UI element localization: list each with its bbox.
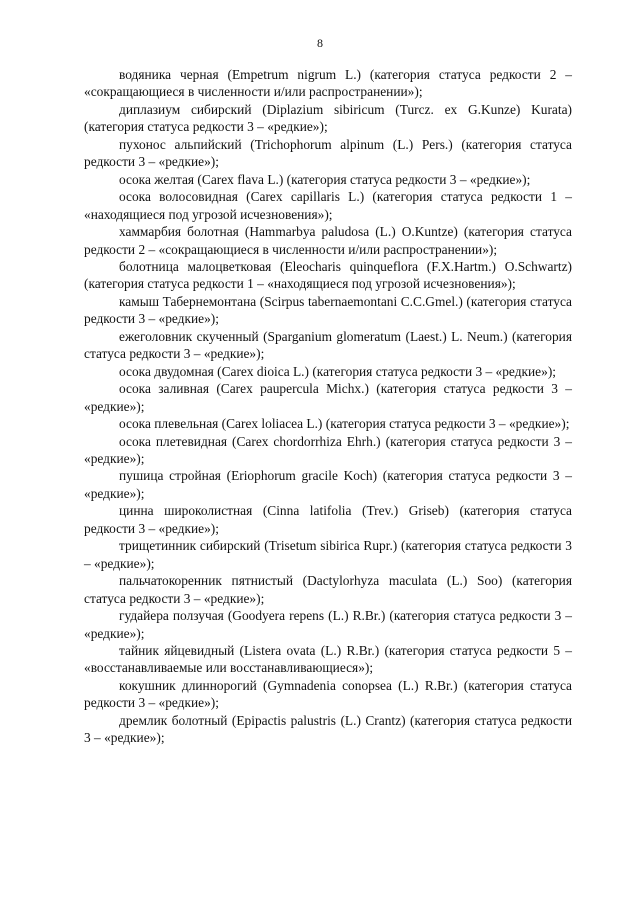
- list-item: осока двудомная (Carex dioica L.) (категория статуса редкости 3 – «редкие»);: [119, 363, 556, 379]
- list-item: хаммарбия болотная (Hammarbya paludosa (L.) O.Kuntze) (категория статуса редкости 2 – «сокращающиеся в численности и/или распространении»);: [84, 224, 572, 257]
- list-item: пальчатокоренник пятнистый (Dactylorhyza maculata (L.) Soo) (категория статуса редкости 3 – «редкие»);: [84, 573, 572, 606]
- list-item: камыш Табернемонтана (Scirpus tabernaemontani C.C.Gmel.) (категория статуса редкости 3 – «редкие»);: [84, 293, 572, 327]
- list-item: гудайера ползучая (Goodyera repens (L.) R.Br.) (категория статуса редкости 3 – «редкие»);: [84, 608, 572, 641]
- species-list: [84, 66, 572, 747]
- list-item: осока плетевидная (Carex chordorrhiza Ehrh.) (категория статуса редкости 3 – «редкие»);: [84, 433, 572, 466]
- list-item: трищетинник сибирский (Trisetum sibirica Rupr.) (категория статуса редкости 3 – «редкие»);: [84, 538, 572, 571]
- list-item: дремлик болотный (Epipactis palustris (L.) Crantz) (категория статуса редкости 3 – «редкие»);: [84, 712, 572, 746]
- list-item: диплазиум сибирский (Diplazium sibiricum (Turcz. ex G.Kunze) Kurata) (категория статуса редкости 3 – «редкие»);: [84, 101, 572, 135]
- list-item: осока заливная (Carex paupercula Michx.) (категория статуса редкости 3 – «редкие»);: [84, 381, 572, 414]
- list-item: пушица стройная (Eriophorum gracile Koch) (категория статуса редкости 3 – «редкие»);: [84, 468, 572, 501]
- list-item: кокушник длиннорогий (Gymnadenia conopsea (L.) R.Br.) (категория статуса редкости 3 – «редкие»);: [84, 677, 572, 711]
- list-item: водяника черная (Empetrum nigrum L.) (категория статуса редкости 2 – «сокращающиеся в численности и/или распространении»);: [84, 67, 572, 100]
- page-number: 8: [317, 36, 323, 50]
- list-item: тайник яйцевидный (Listera ovata (L.) R.Br.) (категория статуса редкости 5 – «восстанавливаемые или восстанавливающиеся»);: [84, 642, 572, 676]
- list-item: осока волосовидная (Carex capillaris L.) (категория статуса редкости 1 – «находящиеся под угрозой исчезновения»);: [84, 189, 572, 222]
- list-item: пухонос альпийский (Trichophorum alpinum (L.) Pers.) (категория статуса редкости 3 – «редкие»);: [84, 136, 572, 170]
- list-item: ежеголовник скученный (Sparganium glomeratum (Laest.) L. Neum.) (категория статуса редкости 3 – «редкие»);: [84, 328, 572, 362]
- list-item: цинна широколистная (Cinna latifolia (Trev.) Griseb) (категория статуса редкости 3 – «редкие»);: [84, 503, 572, 536]
- list-item: осока плевельная (Carex loliacea L.) (категория статуса редкости 3 – «редкие»);: [119, 416, 570, 432]
- list-item: осока желтая (Carex flava L.) (категория статуса редкости 3 – «редкие»);: [119, 171, 531, 187]
- list-item: болотница малоцветковая (Eleocharis quinqueflora (F.X.Hartm.) O.Schwartz) (категория статуса редкости 1 – «находящиеся под угрозой исчезновения»);: [84, 258, 572, 292]
